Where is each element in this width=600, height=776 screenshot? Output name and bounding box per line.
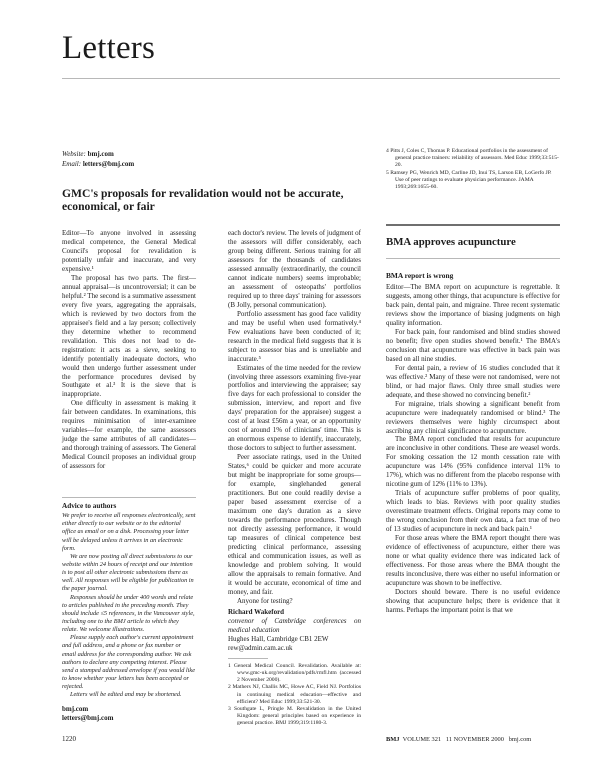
- signature-block: [228, 608, 361, 653]
- article2-paragraph: Editor—The BMA report on acupuncture is regrettable. It suggests, among other things, that acupuncture is effective for back pain, dental pain, and migraine. Three recent systematic reviews show the importance of biasing judgments on high quality information.: [386, 283, 560, 327]
- article1-paragraph: One difficulty in assessment is making it fair between candidates. In examinations, this requires minimisation of inter-examinee variables—for example, the same assessors judge the same attributes of all candidates—and thorough training of assessors. The General Medical Council proposes an individual group of assessors for: [62, 399, 196, 471]
- section-rule: [386, 224, 560, 226]
- article2-paragraph: For migraine, trials showing a significant benefit from acupuncture were inadequately randomised or blind.³ The reviewers themselves were highly circumspect about ascribing any clinical significance to acupuncture.: [386, 399, 560, 435]
- article-headline: GMC's proposals for revalidation would not be accurate, economical, or fair: [62, 187, 344, 213]
- article1-paragraph: Anyone for testing?: [237, 596, 293, 605]
- article2-paragraph: Doctors should beware. There is no useful evidence showing that acupuncture helps; there is evidence that it harms. Perhaps the important point is that we: [386, 587, 560, 614]
- signature-role: convenor of Cambridge conferences on medical education: [228, 616, 361, 634]
- email-link[interactable]: letters@bmj.com: [82, 160, 135, 168]
- reference-item: 3 Southgate L, Pringle M. Revalidation in the United Kingdom: general principles based on experience in general practice. BMJ 1999;319:1180-3.: [228, 706, 361, 727]
- article1-paragraph: Editor—To anyone involved in assessing medical competence, the General Medical Council's proposal for revalidation is potentially unfair and inaccurate, and very expensive.¹: [62, 229, 196, 273]
- page-title: Letters: [62, 30, 156, 66]
- article1-paragraph: Portfolio assessment has good face validity and may be useful when used formatively.⁴ Few evaluations have been conducted of it; research in the medical field suggests that it is subject to assessor bias and is unreliable and inaccurate.⁵: [228, 309, 361, 363]
- reference-item: 5 Ramsey PG, Wenrich MD, Carline JD, Inui TS, Larson EB, LoGerfo JP. Use of peer ratings to evaluate physician performance. JAMA 1993;269:1655-60.: [386, 169, 552, 191]
- section-title-rule: [386, 258, 560, 259]
- article1-column2: [228, 229, 361, 728]
- advice-paragraph: We are now posting all direct submissions to our website within 24 hours of receipt and our intention is to post all other electronic submissions there as well. All responses will be eligible for publication in the paper journal.: [62, 552, 194, 593]
- article1-paragraph: Peer associate ratings, used in the United States,⁶ could be quicker and more accurate but might be inappropriate for some groups—for example, singlehanded general practitioners. But one could readily devise a paper based assessment exercise of a maximum one day's duration as a sieve towards the performance procedures. Though not directly assessing performance, it would tap measures of clinical competence best predicting clinical performance, assessing ethical and communication issues, as well as knowledge and problem solving. It would allow the appraisals to remain formative. And it would be accurate, economical of time and money, and fair.: [228, 453, 361, 596]
- advice-paragraph: We prefer to receive all responses electronically, sent either directly to our website or to the editorial office as email or on a disk. Processing your letter will be delayed unless it arrives in an electronic form.: [62, 512, 196, 552]
- email-label: Email:: [62, 160, 82, 168]
- reference-item: 1 General Medical Council. Revalidation. Available at: www.gmc-uk.org/revalidation/pdfs/rmfl.htm (accessed 2 November 2000).: [228, 662, 361, 683]
- article2-paragraph: The BMA report concluded that results for acupuncture are inconclusive in other conditions. These are weasel words. For smoking cessation the 12 month cessation rate with acupuncture was 14% (95% confidence interval 11% to 17%), which was no different from the placebo response with nicotine gum of 12% (11% to 13%).: [386, 435, 560, 489]
- letter-subheading: BMA report is wrong: [386, 271, 454, 280]
- signature-email[interactable]: rew@admin.cam.ac.uk: [228, 643, 293, 652]
- article2-paragraph: For back pain, four randomised and blind studies showed no benefit; five open studies showed benefit.¹ The BMA's conclusion that acupuncture was effective in back pain was based on all nine studies.: [386, 327, 560, 363]
- advice-paragraph: Letters will be edited and may be shortened.: [70, 691, 182, 699]
- references-rule: [228, 658, 268, 659]
- references-continued: [386, 148, 560, 192]
- advice-rule: [62, 497, 196, 498]
- journal-footer: [386, 736, 531, 743]
- article2-column: [386, 283, 560, 615]
- advice-email-link[interactable]: letters@bmj.com: [62, 714, 114, 723]
- article1-paragraph: The proposal has two parts. The first—annual appraisal—is uncontroversial; it can be helpful.² The second is a summative assessment every five years, aggregating the appraisals, which is reviewed by two doctors from the appraisee's field and a lay person; collectively they determine whether to recommend revalidation. This does not lead to de-registration: it acts as a sieve, seeking to identify potentially inadequate doctors, who would then undergo further assessment under the performance procedures devised by Southgate et al.³ It is the sieve that is inappropriate.: [62, 273, 196, 399]
- advice-to-authors-box: [62, 502, 196, 723]
- reference-item: 4 Pitts J, Coles C, Thomas P. Educational portfolios in the assessment of general practice trainers: reliability of assessors. Med Educ 1999;33:515-20.: [386, 148, 559, 169]
- article2-paragraph: Trials of acupuncture suffer problems of poor quality, which leads to bias. Reviews with poor quality studies overestimate treatment effects. Original reports may come to the wrong conclusion from their own data, a fact true of two of 13 studies of acupuncture in neck and back pain.¹: [386, 489, 560, 534]
- page-number: 1220: [62, 735, 76, 743]
- article1-paragraph: Estimates of the time needed for the review (involving three assessors examining five-year portfolios and interviewing the appraisee; say five days for each professional to consider the submission, interview, and report and five days' preparation for the appraisee) suggest a cost of at least £56m a year, or an opportunity cost of around 1% of clinicians' time. This is an enormous expense to identify, inaccurately, those doctors to subject to further assessment.: [228, 363, 361, 453]
- website-label: Website:: [62, 150, 86, 158]
- journal-volume: VOLUME 321: [402, 736, 442, 743]
- advice-paragraph: Please supply each author's current appointment and full address, and a phone or fax number or email address for the corresponding author. We ask authors to declare any competing interest. Please send a stamped addressed envelope if you would like to know whether your letters has been accepted or rejected.: [62, 634, 196, 691]
- advice-website-link[interactable]: bmj.com: [62, 705, 89, 714]
- signature-address: Hughes Hall, Cambridge CB1 2EW: [228, 634, 329, 643]
- article1-paragraph: each doctor's review. The levels of judgment of the assessors will differ considerably, each group being different. Serious training for all assessors for the thousands of candidates assessed annually (extraordinarily, the council cannot indicate numbers) seems improbable; an assessment of osteopaths' portfolios required up to three days' training for assessors (B Jolly, personal communication).: [228, 229, 361, 309]
- section-title: BMA approves acupuncture: [386, 236, 516, 248]
- advice-paragraph: Responses should be under 400 words and relate to articles published in the preceding month. They should include ≤5 references, in the Vancouver style, including one to the BMJ article to which they relate. We welcome illustrations.: [62, 593, 195, 634]
- article1-column1: [62, 229, 196, 471]
- journal-site[interactable]: bmj.com: [508, 736, 532, 743]
- signature-name: Richard Wakeford: [228, 607, 285, 616]
- references-list: [228, 663, 361, 728]
- email-line: [62, 159, 134, 169]
- advice-title: Advice to authors: [62, 502, 117, 510]
- website-line: [62, 149, 114, 159]
- header-rule: [62, 78, 560, 79]
- article2-paragraph: For those areas where the BMA report thought there was evidence of effectiveness of acupuncture, either there was none or what quality evidence there was indicated lack of effectiveness. For those areas where the BMA thought the results inconclusive, there was either no useful information or acupuncture was shown to be ineffective.: [386, 534, 560, 587]
- reference-item: 2 Mathers NJ, Challis MC, Howe AC, Field NJ. Portfolios in continuing medical education—effective and efficient? Med Educ 1999;33:521-30.: [228, 684, 361, 705]
- article2-paragraph: For dental pain, a review of 16 studies concluded that it was effective.² Many of these were not randomised, were not blind, or had major flaws. Only three small studies were adequate, and these showed no convincing benefit.²: [386, 363, 560, 399]
- website-link[interactable]: bmj.com: [87, 150, 114, 158]
- journal-date: 11 NOVEMBER 2000: [445, 736, 504, 743]
- journal-name: BMJ: [386, 736, 400, 743]
